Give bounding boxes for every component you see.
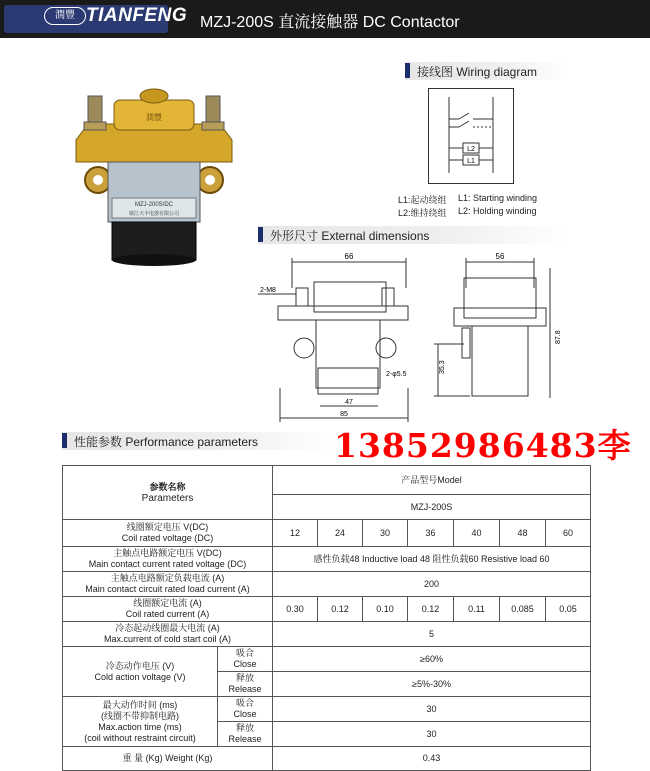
table-cell: 0.43 <box>273 747 591 771</box>
dim-outer: 85 <box>340 411 348 418</box>
legend-l1-en: L1: Starting winding <box>458 193 538 203</box>
table-cell: 40 <box>454 520 500 547</box>
performance-heading: 性能参数 Performance parameters <box>62 432 332 450</box>
table-cell: 0.11 <box>454 597 500 622</box>
performance-table <box>62 465 591 771</box>
dim-hole: 2-φ5.5 <box>386 371 407 378</box>
brand-seal: 潤豐 <box>44 7 86 25</box>
row-label: 冷态动作电压 (V) Cold action voltage (V) <box>63 647 218 697</box>
table-cell: 5 <box>273 622 591 647</box>
row-label: 线圈额定电压 V(DC) Coil rated voltage (DC) <box>63 520 273 547</box>
row-label: 重 量 (Kg) Weight (Kg) <box>63 747 273 771</box>
dim-front-top: 66 <box>344 252 354 261</box>
wiring-heading: 接线图 Wiring diagram <box>405 62 565 80</box>
table-cell: 60 <box>546 520 591 547</box>
sub-label: 释放 Release <box>218 672 273 697</box>
legend-l2-en: L2: Holding winding <box>458 206 537 216</box>
nameplate-maker: 镇江天丰电器有限公司 <box>128 211 180 217</box>
table-row <box>63 547 591 572</box>
table-cell: 200 <box>273 572 591 597</box>
sub-label: 吸合 Close <box>218 697 273 722</box>
table-cell: 48 <box>500 520 546 547</box>
cap-label: 潤豐 <box>146 113 162 122</box>
table-row <box>63 466 591 495</box>
table-row <box>63 747 591 771</box>
dim-inner: 47 <box>345 399 353 406</box>
table-cell: 0.085 <box>500 597 546 622</box>
coil-label-l2: L2 <box>467 146 475 153</box>
model-header: 产品型号Model <box>273 466 591 495</box>
dim-bolt: 2-M8 <box>260 287 276 294</box>
table-cell: 30 <box>273 697 591 722</box>
table-row <box>63 572 591 597</box>
legend-l1-cn: L1:起动绕组 <box>398 195 447 205</box>
wiring-diagram <box>428 88 514 184</box>
legend-l2-cn: L2:维持绕组 <box>398 208 447 218</box>
table-cell: 30 <box>363 520 408 547</box>
dim-height-large: 87.8 <box>555 330 562 344</box>
page-title: MZJ-200S 直流接触器 DC Contactor <box>200 14 460 31</box>
table-cell: ≥5%-30% <box>273 672 591 697</box>
model-value: MZJ-200S <box>273 495 591 520</box>
dim-height-small: 35.3 <box>439 360 446 374</box>
param-header: 参数名称 Parameters <box>63 466 273 520</box>
row-label: 最大动作时间 (ms) (线圈不带抑制电路) Max.action time (ms) (coil without restraint circuit) <box>63 697 218 747</box>
dimensions-heading: 外形尺寸 External dimensions <box>258 226 568 244</box>
dimensions-drawing <box>258 248 570 428</box>
table-cell: 36 <box>408 520 454 547</box>
table-cell: 24 <box>318 520 363 547</box>
table-row <box>63 697 591 722</box>
row-label: 主触点电路额定负载电流 (A) Main contact circuit rated load current (A) <box>63 572 273 597</box>
product-photo <box>68 82 240 268</box>
table-cell: 0.05 <box>546 597 591 622</box>
table-cell: 0.12 <box>408 597 454 622</box>
table-cell: 0.30 <box>273 597 318 622</box>
table-cell: 0.12 <box>318 597 363 622</box>
brand-name: TIANFENG <box>86 5 188 26</box>
coil-label-l1: L1 <box>467 158 475 165</box>
row-label: 冷态起动线圈最大电流 (A) Max.current of cold start coil (A) <box>63 622 273 647</box>
dim-side-top: 56 <box>495 252 505 261</box>
table-cell: ≥60% <box>273 647 591 672</box>
table-row <box>63 597 591 622</box>
sub-label: 吸合 Close <box>218 647 273 672</box>
table-cell: 30 <box>273 722 591 747</box>
row-label: 线圈额定电流 (A) Coil rated current (A) <box>63 597 273 622</box>
row-label: 主触点电路额定电压 V(DC) Main contact current rated voltage (DC) <box>63 547 273 572</box>
phone-number: 13852986483李 <box>334 426 632 465</box>
nameplate-model: MZJ-200S/DC <box>134 202 174 208</box>
table-row <box>63 647 591 672</box>
sub-label: 释放 Release <box>218 722 273 747</box>
table-cell: 0.10 <box>363 597 408 622</box>
table-cell: 感性负载48 Inductive load 48 阻性负载60 Resistive load 60 <box>273 547 591 572</box>
table-row <box>63 520 591 547</box>
table-cell: 12 <box>273 520 318 547</box>
table-row <box>63 622 591 647</box>
